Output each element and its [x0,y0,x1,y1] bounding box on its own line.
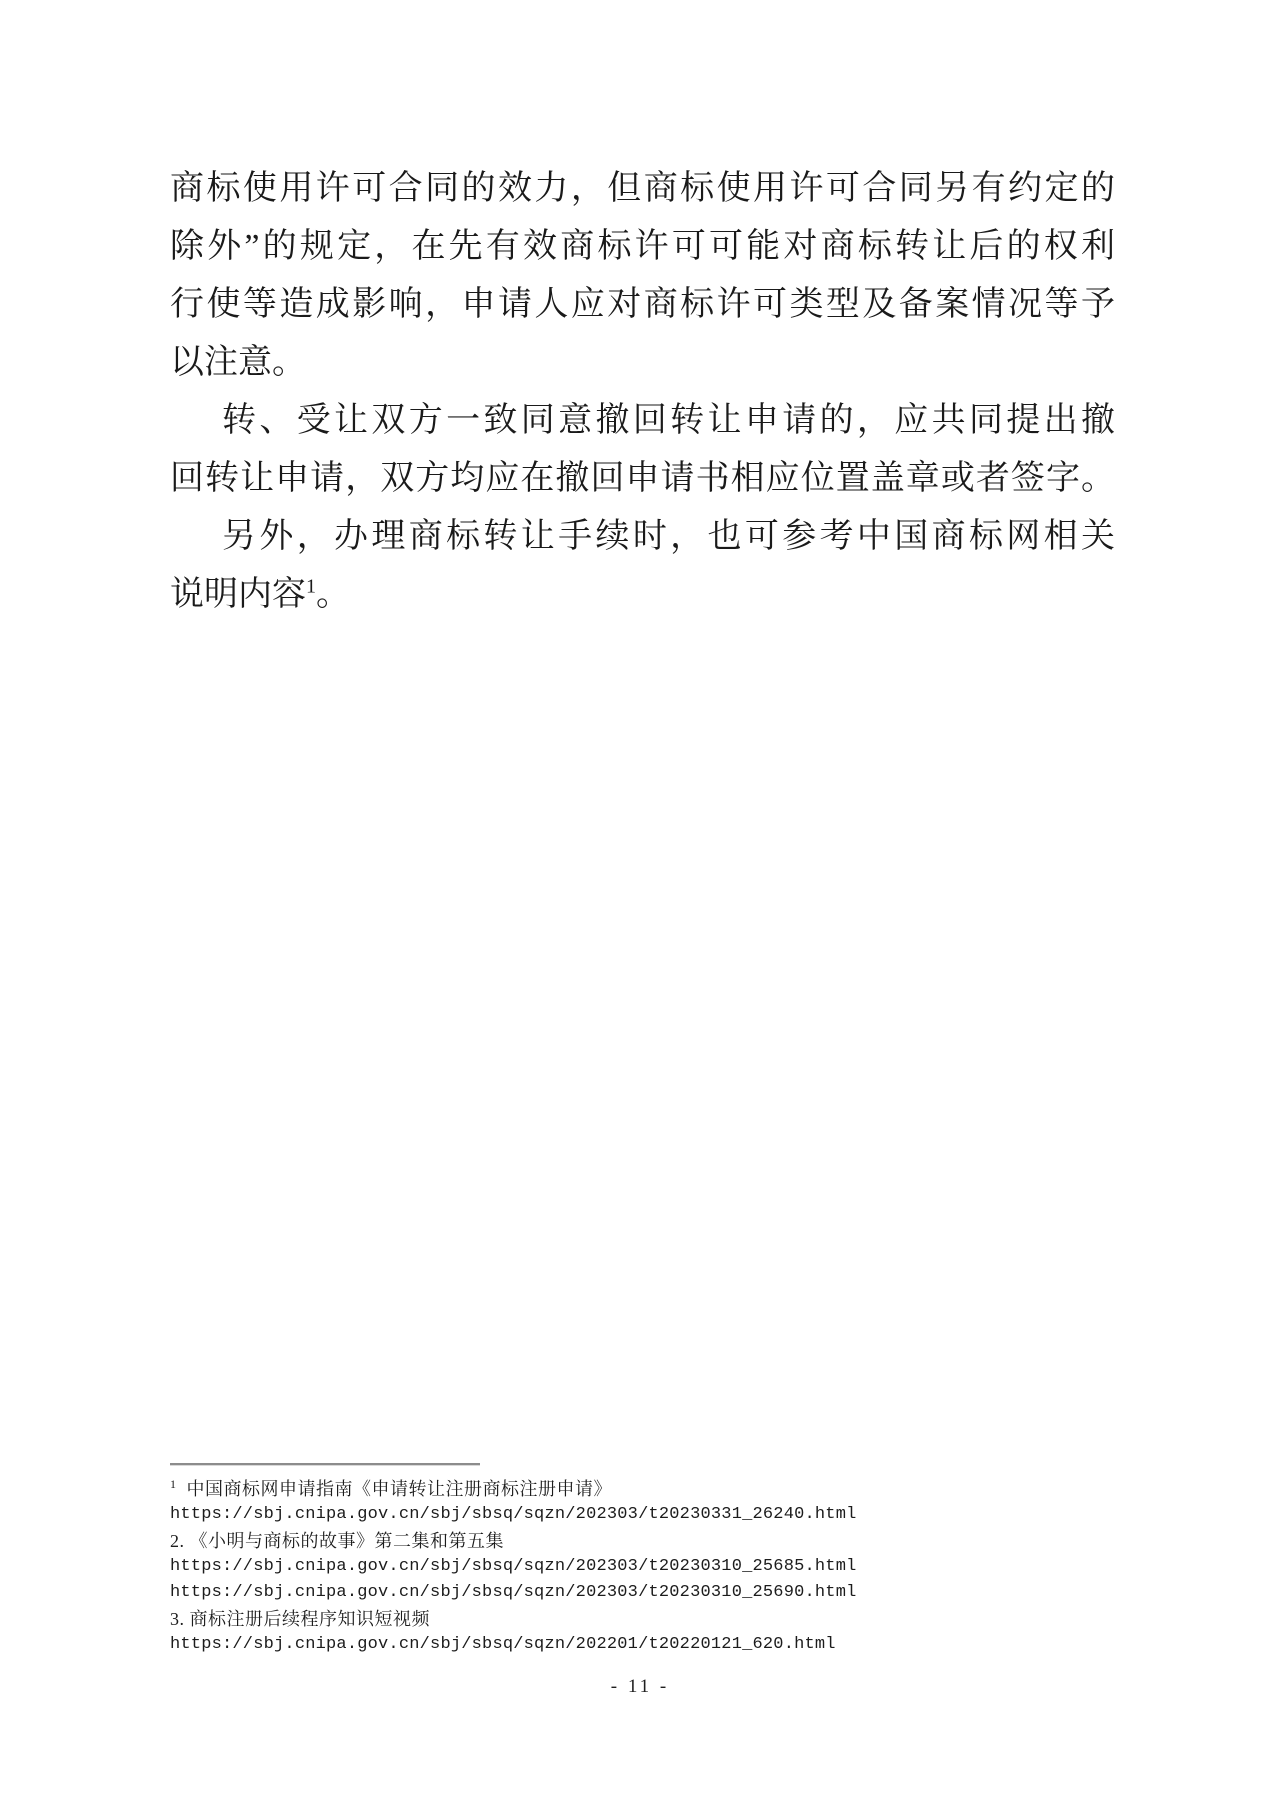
footnote-url: https://sbj.cnipa.gov.cn/sbj/sbsq/sqzn/202303/t20230310_25685.html [170,1557,857,1576]
footnote-url: https://sbj.cnipa.gov.cn/sbj/sbsq/sqzn/202303/t20230310_25690.html [170,1583,857,1602]
footnote-line: 2. 《小明与商标的故事》第二集和第五集 [170,1531,504,1551]
footnotes-block [170,1476,1070,1658]
body-line-with-footnote-ref [170,566,1115,624]
footnote-separator-rule [170,1463,480,1466]
body-line: 转、受让双方一致同意撤回转让申请的，应共同提出撤 [222,402,1115,439]
body-line-text: 说明内容 [170,576,306,613]
page-number: - 11 - [610,1676,670,1697]
footnote-ref-superscript: 1 [306,575,316,598]
body-line: 以注意。 [170,344,306,381]
body-line: 另外，办理商标转让手续时，也可参考中国商标网相关 [222,518,1115,555]
footnote-marker-superscript: 1 [170,1477,177,1491]
body-line: 行使等造成影响，申请人应对商标许可类型及备案情况等予 [170,286,1115,323]
body-line-text: 。 [316,576,350,613]
footnote-line [170,1476,1070,1502]
body-line: 回转让申请，双方均应在撤回申请书相应位置盖章或者签字。 [170,460,1115,497]
body-line: 商标使用许可合同的效力，但商标使用许可合同另有约定的 [170,170,1115,207]
footnote-url: https://sbj.cnipa.gov.cn/sbj/sbsq/sqzn/202303/t20230331_26240.html [170,1505,857,1524]
footnote-text: 中国商标网申请指南《申请转让注册商标注册申请》 [186,1479,612,1499]
body-line: 除外”的规定，在先有效商标许可可能对商标转让后的权利 [170,228,1115,265]
body-text-block [170,160,1115,624]
footnote-url: https://sbj.cnipa.gov.cn/sbj/sbsq/sqzn/202201/t20220121_620.html [170,1635,836,1654]
footnote-line: 3. 商标注册后续程序知识短视频 [170,1609,430,1629]
